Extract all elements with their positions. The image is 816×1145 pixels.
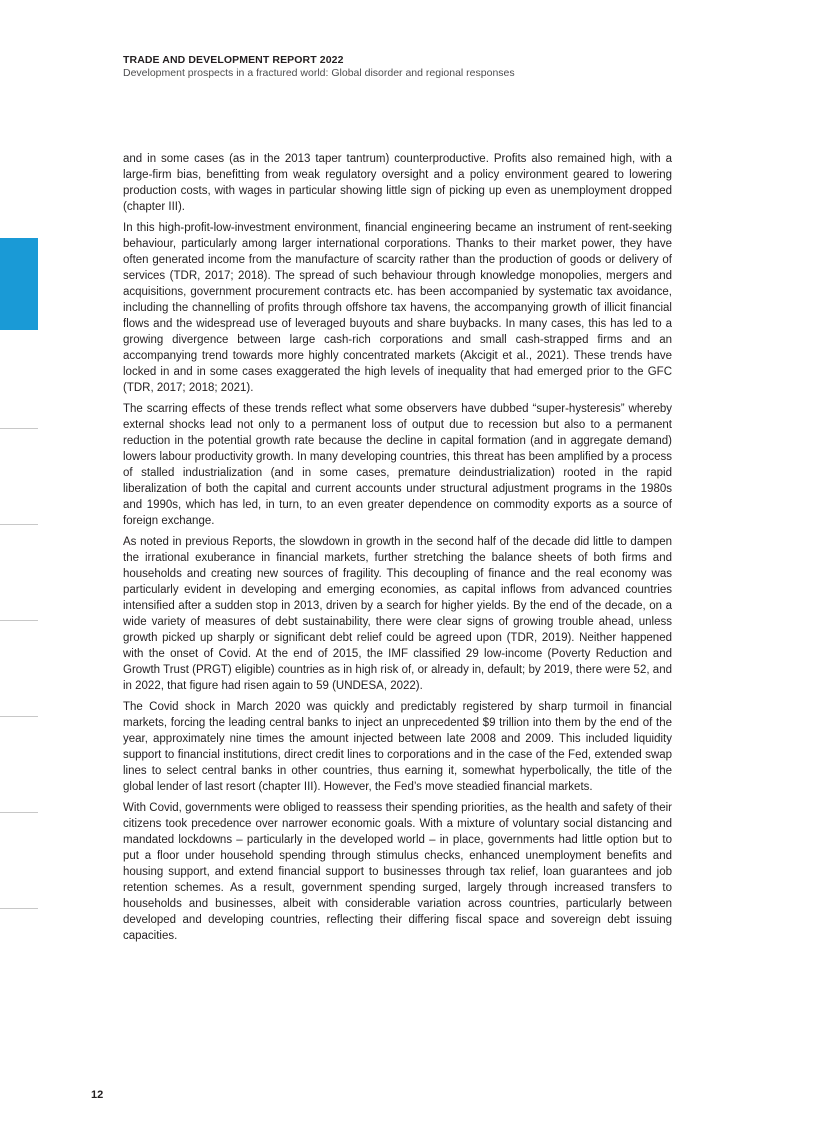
paragraph: The scarring effects of these trends reflect what some observers have dubbed “super-hysteresis” whereby external shocks lead not only to a permanent loss of output due to recession but also to a permanent reduction in the potential growth rate because the decline in capital formation (and in aggregate demand) lowers labour productivity growth. In many developing countries, this threat has been amplified by a process of stalled industrialization (and in some cases, premature deindustrialization) rooted in the rapid liberalization of both the capital and current accounts under structural adjustment programs in the 1980s and 1990s, which has led, in turn, to an even greater dependence on commodity exports as a source of foreign exchange.	[123, 403, 672, 527]
side-rule	[0, 428, 38, 429]
paragraph: and in some cases (as in the 2013 taper tantrum) counterproductive. Profits also remained high, with a large-firm bias, benefitting from weak regulatory oversight and a policy environment geared to lowering production costs, with wages in particular showing little sign of picking up even as unemployment dropped (chapter III).	[123, 153, 672, 213]
report-title: TRADE AND DEVELOPMENT REPORT 2022	[123, 54, 344, 66]
side-rule	[0, 908, 38, 909]
paragraph: The Covid shock in March 2020 was quickly and predictably registered by sharp turmoil in financial markets, forcing the leading central banks to inject an unprecedented $9 trillion into them by the end of the year, approximately nine times the amount injected between late 2008 and 2009. This included liquidity support to financial institutions, direct credit lines to corporations and in the case of the Fed, extended swap lines to select central banks in other countries, thus earning it, somewhat hyperbolically, the title of the global lender of last resort (chapter III). However, the Fed’s move steadied financial markets.	[123, 701, 672, 793]
side-rule	[0, 716, 38, 717]
body-text	[123, 151, 672, 949]
page-number: 12	[91, 1089, 104, 1101]
side-rule	[0, 620, 38, 621]
side-rule	[0, 812, 38, 813]
paragraph: In this high-profit-low-investment environment, financial engineering became an instrument of rent-seeking behaviour, particularly among larger international corporations. Thanks to their market power, they have often generated income from the manufacture of scarcity rather than the production of goods or delivery of services (TDR, 2017; 2018). The spread of such behaviour through knowledge monopolies, mergers and acquisitions, government procurement contracts etc. has been accompanied by systematic tax avoidance, including the channelling of profits through offshore tax havens, the accompanying growth of illicit financial flows and the widespread use of leveraged buyouts and share buybacks. In many cases, this has led to a growing divergence between large cash-rich corporations and small cash-strapped firms and an accompanying trend towards more highly concentrated markets (Akcigit et al., 2021). These trends have locked in and in some cases exaggerated the high levels of inequality that had emerged prior to the GFC (TDR, 2017; 2018; 2021).	[123, 222, 672, 394]
side-rule	[0, 524, 38, 525]
paragraph: As noted in previous Reports, the slowdown in growth in the second half of the decade did little to dampen the irrational exuberance in financial markets, further stretching the balance sheets of both firms and households and creating new sources of fragility. This decoupling of finance and the real economy was particularly evident in developing and emerging economies, as capital inflows from advanced countries intensified after a sudden stop in 2013, driven by a search for higher yields. By the end of the decade, on a wide variety of measures of debt sustainability, there were clear signs of growing trouble ahead, unless growth picked up sharply or significant debt relief could be agreed upon (TDR, 2019). Neither happened with the onset of Covid. At the end of 2015, the IMF classified 29 low-income (Poverty Reduction and Growth Trust (PRGT) eligible) countries as in high risk of, or already in, default; by 2019, there were 52, and in 2022, that figure had risen again to 59 (UNDESA, 2022).	[123, 536, 672, 692]
report-subtitle: Development prospects in a fractured world: Global disorder and regional responses	[123, 67, 515, 79]
paragraph: With Covid, governments were obliged to reassess their spending priorities, as the health and safety of their citizens took precedence over narrower economic goals. With a mixture of voluntary social distancing and mandated lockdowns – particularly in the developed world – in place, governments had little option but to put a floor under household spending through stimulus checks, enhanced unemployment benefits and housing support, and extend financial support to businesses through tax relief, loan guarantees and job retention schemes. As a result, government spending surged, largely through increased transfers to households and businesses, albeit with considerable variation across countries, particularly between developed and developing countries, reflecting their differing fiscal space and sovereign debt issuing capacities.	[123, 802, 672, 942]
chapter-tab-marker	[0, 238, 38, 330]
running-header	[123, 54, 723, 80]
